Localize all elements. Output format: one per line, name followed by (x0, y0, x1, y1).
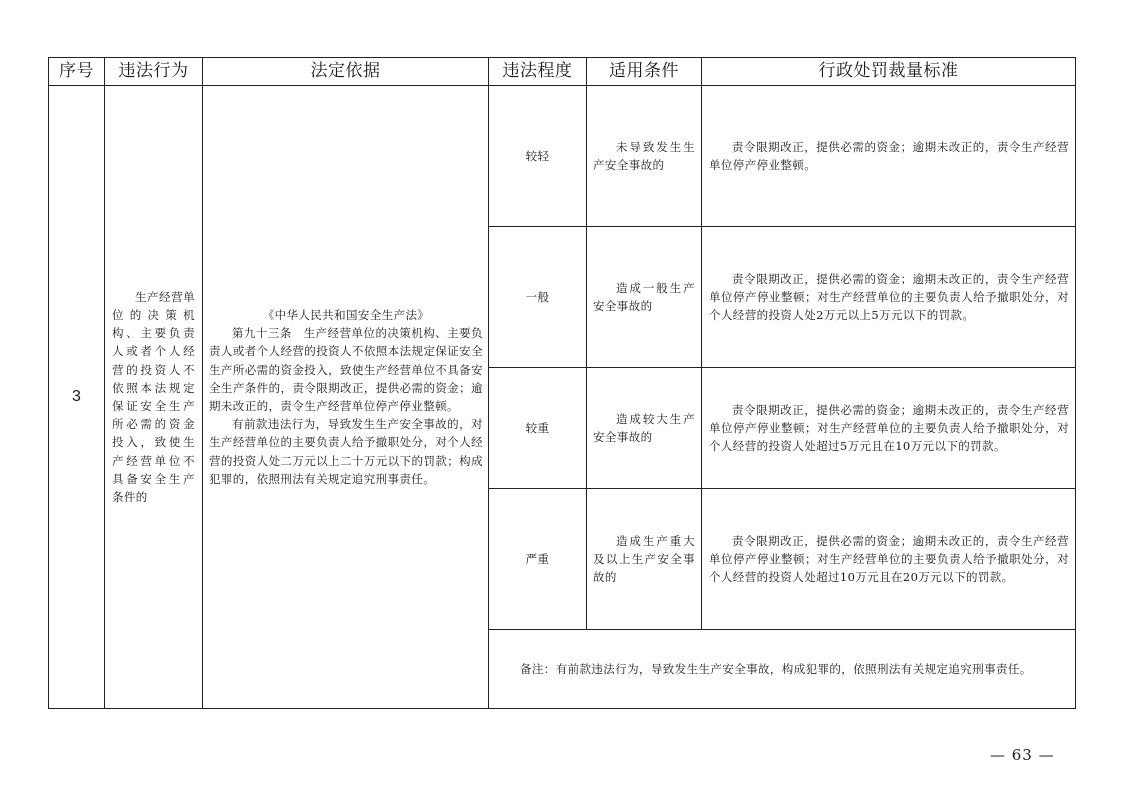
degree-cell: 严重 (489, 489, 587, 630)
condition-cell (587, 227, 702, 368)
behavior-text: 生产经营单位的决策机构、主要负责人或者个人经营的投资人不依照本法规定保证安全生产所必需的资金投入，致使生产经营单位不具备安全生产条件的 (112, 289, 195, 505)
basis-cell (203, 86, 489, 709)
standard-text: 责令限期改正，提供必需的资金；逾期未改正的，责令生产经营单位停产停业整顿；对生产经营单位的主要负责人给予撤职处分，对个人经营的投资人处超过10万元且在20万元以下的罚款。 (709, 533, 1069, 585)
basis-paragraph-1: 第九十三条 生产经营单位的决策机构、主要负责人或者个人经营的投资人不依照本法规定保证安全生产所必需的资金投入，致使生产经营单位不具备安全生产条件的，责令限期改正，提供必需的资金；逾期未改正的，责令生产经营单位停产停业整顿。 (209, 326, 483, 413)
header-basis: 法定依据 (203, 58, 489, 86)
standard-text: 责令限期改正，提供必需的资金；逾期未改正的，责令生产经营单位停产停业整顿。 (709, 139, 1069, 172)
standard-cell (702, 227, 1076, 368)
condition-text: 造成较大生产安全事故的 (593, 411, 695, 444)
basis-law-title: 《中华人民共和国安全生产法》 (262, 307, 430, 322)
header-standard: 行政处罚裁量标准 (702, 58, 1076, 86)
condition-text: 未导致发生生产安全事故的 (593, 139, 695, 172)
standard-cell (702, 489, 1076, 630)
behavior-cell (105, 86, 203, 709)
basis-paragraph-2: 有前款违法行为，导致发生生产安全事故的，对生产经营单位的主要负责人给予撤职处分，对个人经营的投资人处二万元以上二十万元以下的罚款；构成犯罪的，依照刑法有关规定追究刑事责任。 (209, 417, 483, 486)
standard-cell (702, 86, 1076, 227)
table-header-row (49, 58, 1076, 86)
standard-text: 责令限期改正，提供必需的资金；逾期未改正的，责令生产经营单位停产停业整顿；对生产经营单位的主要负责人给予撤职处分，对个人经营的投资人处2万元以上5万元以下的罚款。 (709, 271, 1069, 323)
degree-cell: 较轻 (489, 86, 587, 227)
header-behavior: 违法行为 (105, 58, 203, 86)
condition-text: 造成生产重大及以上生产安全事故的 (593, 533, 695, 585)
standard-text: 责令限期改正，提供必需的资金；逾期未改正的，责令生产经营单位停产停业整顿；对生产经营单位的主要负责人给予撤职处分，对个人经营的投资人处超过5万元且在10万元以下的罚款。 (709, 402, 1069, 454)
header-condition: 适用条件 (587, 58, 702, 86)
header-degree: 违法程度 (489, 58, 587, 86)
condition-cell (587, 489, 702, 630)
table-row (49, 86, 1076, 227)
header-seq: 序号 (49, 58, 105, 86)
condition-cell (587, 368, 702, 489)
condition-cell (587, 86, 702, 227)
note-cell (489, 630, 1076, 709)
degree-cell: 较重 (489, 368, 587, 489)
degree-cell: 一般 (489, 227, 587, 368)
standard-cell (702, 368, 1076, 489)
page-number: — 63 — (990, 746, 1055, 764)
condition-text: 造成一般生产安全事故的 (593, 280, 695, 313)
note-text: 备注：有前款违法行为，导致发生生产安全事故，构成犯罪的，依照刑法有关规定追究刑事责任。 (520, 661, 1032, 676)
row-seq: 3 (49, 86, 105, 709)
penalty-standard-table (48, 57, 1076, 709)
